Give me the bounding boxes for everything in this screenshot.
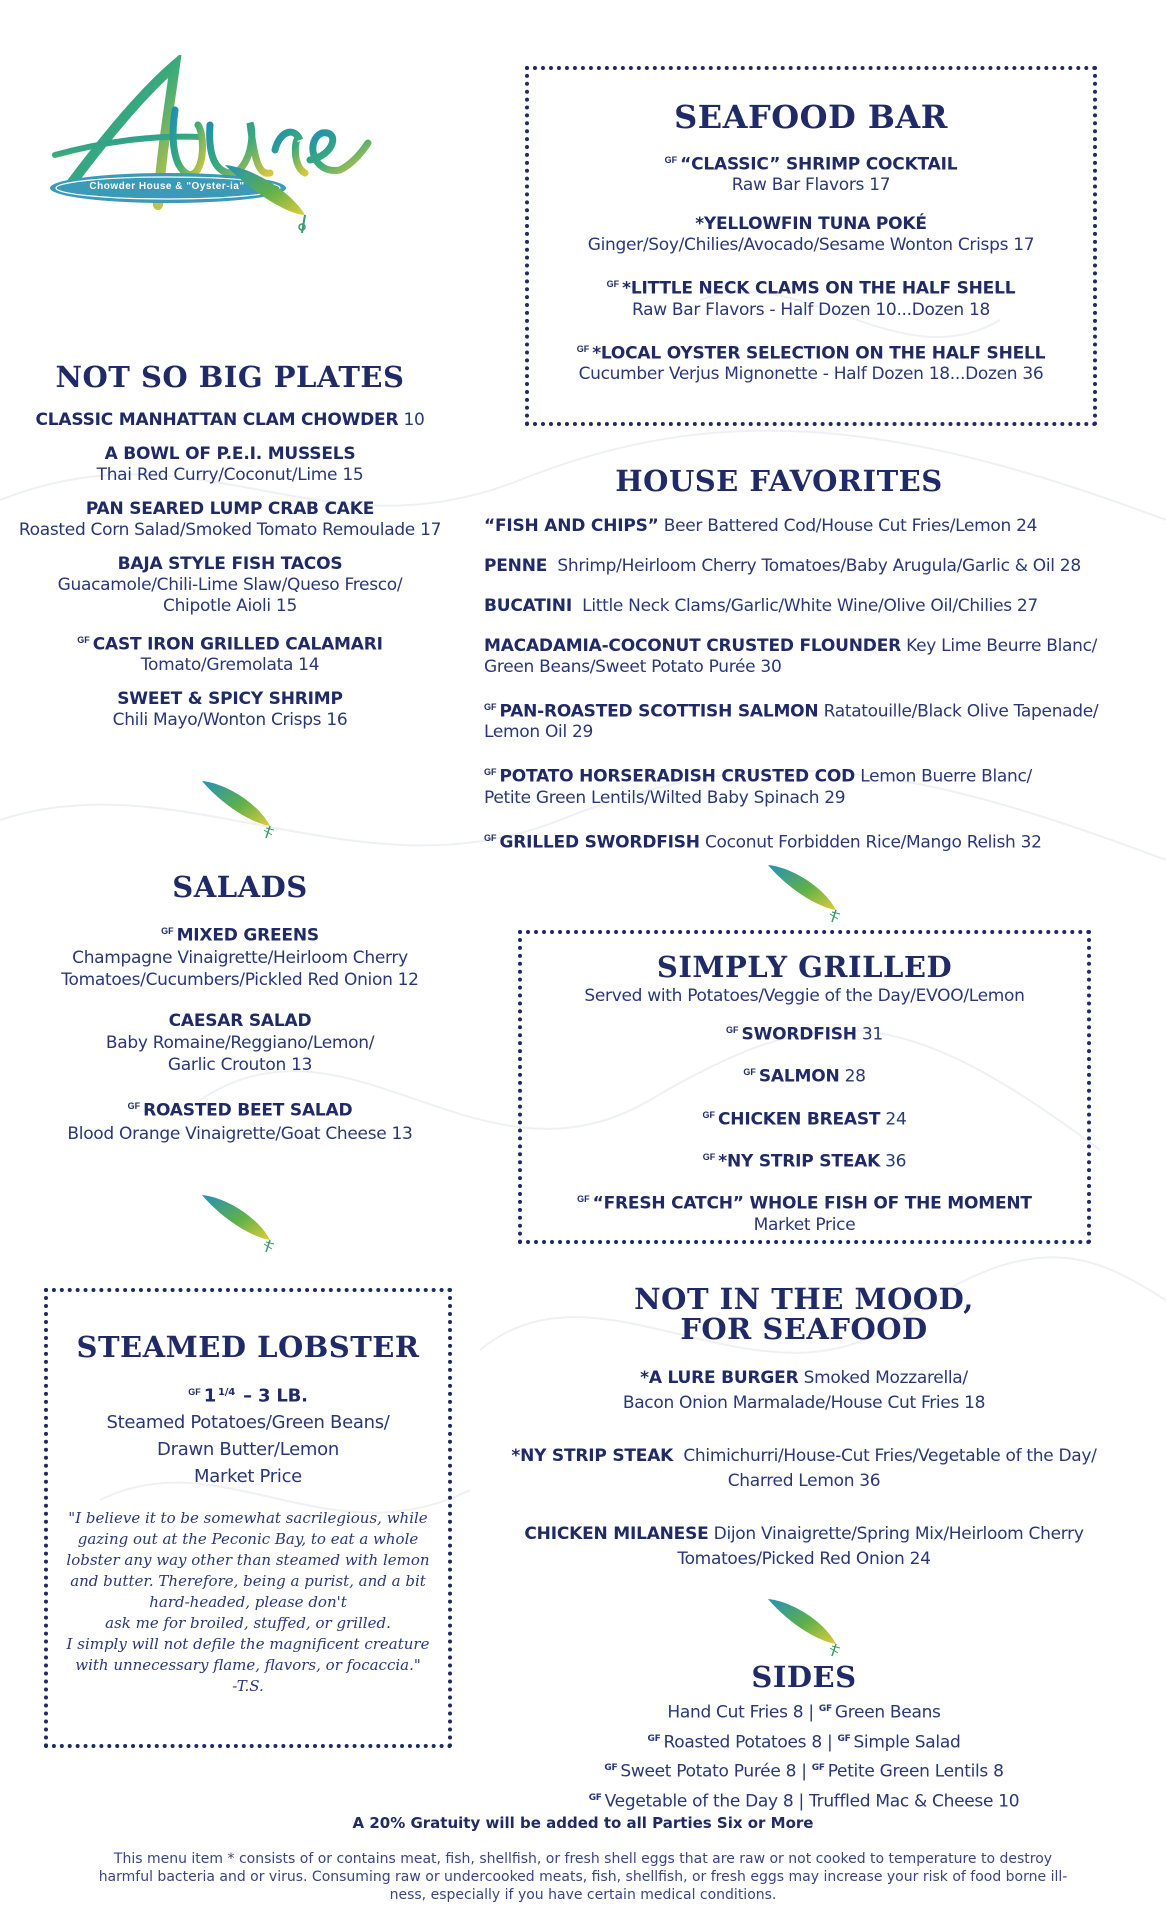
owner-quote (44, 1508, 452, 1697)
menu-item (20, 1010, 460, 1076)
item-name: CAESAR SALAD (168, 1011, 312, 1032)
seafood-bar-item (525, 214, 1097, 256)
quote-line: gazing out at the Peconic Bay, to eat a whole (77, 1530, 419, 1549)
item-description: Guacamole/Chili-Lime Slaw/Queso Fresco/ (57, 575, 403, 595)
gf-badge: GF (664, 155, 678, 165)
item-name: BUCATINI (484, 596, 572, 616)
gf-badge: GF (127, 1101, 141, 1112)
house-favorites-title: HOUSE FAVORITES (615, 464, 943, 498)
quote-line: and butter. Therefore, being a purist, and a bit (70, 1572, 426, 1591)
item-name: CHICKEN BREAST (718, 1108, 881, 1129)
lobster-description: Drawn Butter/Lemon (157, 1439, 339, 1461)
item-description: Garlic Crouton 13 (167, 1055, 313, 1076)
item-description: Market Price (753, 1214, 856, 1235)
sides-line (504, 1726, 1104, 1756)
item-name: CAST IRON GRILLED CALAMARI (92, 634, 383, 655)
not-in-the-mood-section (504, 1284, 1104, 1572)
footer (0, 1814, 1166, 1904)
quote-line: lobster any way other than steamed with lemon (66, 1551, 430, 1570)
item-name: GRILLED SWORDFISH (499, 831, 700, 852)
disclaimer-line: harmful bacteria and or virus. Consuming raw or undercooked meats, fish, shellfish, or fresh eggs may increase your risk of food borne ill- (98, 1869, 1068, 1885)
seafood-bar-item (525, 150, 1097, 196)
item-name: POTATO HORSERADISH CRUSTED COD (499, 766, 856, 787)
gf-badge: GF (577, 1194, 590, 1205)
gf-badge: GF (161, 926, 174, 936)
side-item: Hand Cut Fries 8 | (667, 1702, 819, 1723)
item-description: Tomato/Gremolata 14 (140, 655, 320, 676)
side-item: Green Beans (834, 1702, 941, 1723)
item-description: Ratatouille/Black Olive Tapenade/ (818, 701, 1099, 722)
menu-item (518, 1105, 1091, 1130)
menu-item (484, 556, 1114, 577)
not-in-mood-title-line2: FOR SEAFOOD (680, 1312, 928, 1346)
sides-section (504, 1660, 1104, 1815)
item-description: Shrimp/Heirloom Cherry Tomatoes/Baby Arugula/Garlic & Oil 28 (547, 556, 1081, 576)
quote-line: ask me for broiled, stuffed, or grilled. (105, 1614, 391, 1633)
menu-item (484, 828, 1114, 853)
item-description: Champagne Vinaigrette/Heirloom Cherry (72, 948, 408, 969)
brand-logo (50, 55, 390, 285)
sides-line (504, 1696, 1104, 1726)
item-name: PAN-ROASTED SCOTTISH SALMON (499, 701, 819, 722)
quote-line: with unnecessary flame, flavors, or focaccia." (75, 1656, 421, 1675)
item-name: PAN SEARED LUMP CRAB CAKE (85, 499, 375, 519)
weight-range: – 3 LB. (237, 1385, 308, 1407)
item-description: Blood Orange Vinaigrette/Goat Cheese 13 (67, 1123, 413, 1144)
side-item: Sweet Potato Purée 8 | (620, 1761, 812, 1782)
house-favorites-section (484, 464, 1114, 872)
item-description: Beer Battered Cod/House Cut Fries/Lemon 24 (658, 516, 1038, 536)
item-description: Dijon Vinaigrette/Spring Mix/Heirloom Cherry (708, 1524, 1084, 1544)
menu-item (10, 689, 450, 731)
lobster-weight (44, 1380, 452, 1409)
simply-grilled-section (518, 950, 1091, 1236)
menu-item (20, 1095, 460, 1144)
menu-item (10, 630, 450, 676)
item-name: BAJA STYLE FISH TACOS (117, 554, 343, 574)
item-description: Lemon Oil 29 (484, 722, 594, 743)
item-description: Bacon Onion Marmalade/House Cut Fries 18 (622, 1393, 986, 1413)
fish-lure-icon (200, 778, 282, 840)
menu-item (504, 1522, 1104, 1572)
item-description: Tomatoes/Picked Red Onion 24 (677, 1549, 931, 1569)
gf-badge: GF (588, 1792, 602, 1803)
item-description: Cucumber Verjus Mignonette - Half Dozen 18...Dozen 36 (578, 363, 1044, 384)
sides-title: SIDES (751, 1660, 857, 1694)
seafood-bar-item (525, 274, 1097, 320)
fish-lure-icon (766, 862, 848, 924)
item-name: *NY STRIP STEAK (511, 1446, 674, 1466)
item-name: SWORDFISH (741, 1024, 857, 1045)
menu-item (10, 554, 450, 617)
seafood-bar-title: SEAFOOD BAR (674, 98, 948, 136)
menu-item (518, 1062, 1091, 1087)
item-description: Little Neck Clams/Garlic/White Wine/Olive Oil/Chilies 27 (571, 596, 1038, 616)
side-item: Roasted Potatoes 8 | (663, 1732, 838, 1753)
sides-line (504, 1785, 1104, 1815)
gf-badge: GF (576, 343, 590, 354)
gf-badge: GF (484, 767, 497, 778)
side-item: Petite Green Lentils 8 (827, 1761, 1004, 1782)
item-name: SALMON (758, 1066, 840, 1087)
sides-line (504, 1755, 1104, 1785)
item-name: CHICKEN MILANESE (524, 1524, 709, 1544)
item-name: ROASTED BEET SALAD (143, 1100, 353, 1121)
item-description: Charred Lemon 36 (727, 1471, 881, 1491)
item-name: “FISH AND CHIPS” (484, 516, 659, 536)
simply-grilled-subtitle: Served with Potatoes/Veggie of the Day/EVOO/Lemon (584, 986, 1025, 1006)
item-name: A BOWL OF P.E.I. MUSSELS (104, 444, 356, 464)
item-name: “CLASSIC” SHRIMP COCKTAIL (680, 154, 958, 175)
gf-badge: GF (726, 1025, 739, 1035)
gf-badge: GF (188, 1387, 201, 1397)
not-so-big-plates-section (10, 360, 450, 743)
fish-lure-icon (766, 1596, 848, 1658)
menu-item (518, 1147, 1091, 1172)
item-name: “FRESH CATCH” WHOLE FISH OF THE MOMENT (592, 1193, 1032, 1214)
item-description: Baby Romaine/Reggiano/Lemon/ (105, 1033, 375, 1054)
side-item: Vegetable of the Day 8 | Truffled Mac & Cheese 10 (604, 1791, 1020, 1812)
item-name: *A LURE BURGER (640, 1368, 799, 1388)
item-name: *LOCAL OYSTER SELECTION ON THE HALF SHELL (592, 342, 1046, 363)
gf-badge: GF (77, 635, 90, 645)
menu-item (10, 410, 450, 431)
item-name: SWEET & SPICY SHRIMP (117, 689, 343, 710)
item-description: Lemon Buerre Blanc/ (855, 766, 1032, 787)
item-price: 31 (856, 1024, 883, 1045)
lobster-price: Market Price (194, 1466, 302, 1488)
item-name: *LITTLE NECK CLAMS ON THE HALF SHELL (622, 278, 1016, 299)
item-name: MIXED GREENS (176, 925, 319, 946)
item-description: Coconut Forbidden Rice/Mango Relish 32 (699, 831, 1042, 852)
brand-tagline: Chowder House & "Oyster-ia" (89, 181, 245, 192)
item-description: Thai Red Curry/Coconut/Lime 15 (96, 465, 364, 485)
seafood-bar-section (525, 98, 1097, 397)
gf-badge: GF (811, 1763, 825, 1774)
weight-whole: 1 (203, 1385, 217, 1407)
menu-item (518, 1189, 1091, 1235)
item-description: Petite Green Lentils/Wilted Baby Spinach 29 (484, 787, 846, 808)
menu-item (20, 920, 460, 991)
menu-item (484, 762, 1114, 808)
gf-badge: GF (743, 1067, 756, 1078)
gf-badge: GF (818, 1704, 832, 1714)
menu-item (10, 444, 450, 486)
item-description: Chimichurri/House-Cut Fries/Vegetable of the Day/ (673, 1446, 1097, 1466)
gf-badge: GF (647, 1733, 661, 1744)
item-price: 24 (880, 1108, 907, 1129)
item-description: Chipotle Aioli 15 (163, 596, 297, 616)
item-description: Key Lime Beurre Blanc/ (901, 636, 1098, 656)
salads-section (20, 870, 460, 1157)
steamed-lobster-section (44, 1330, 452, 1697)
item-name: MACADAMIA-COCONUT CRUSTED FLOUNDER (484, 636, 902, 656)
item-description: Chili Mayo/Wonton Crisps 16 (112, 710, 348, 731)
item-price: 10 (398, 410, 425, 430)
item-description: Tomatoes/Cucumbers/Pickled Red Onion 12 (61, 970, 419, 991)
gratuity-notice: A 20% Gratuity will be added to all Parties Six or More (352, 1814, 814, 1832)
disclaimer-line: This menu item * consists of or contains meat, fish, shellfish, or fresh shell eggs that are raw or not cooked to temperature to destroy (113, 1851, 1053, 1867)
item-price: 36 (880, 1151, 907, 1172)
lobster-description: Steamed Potatoes/Green Beans/ (106, 1412, 390, 1434)
not-in-mood-title-line1: NOT IN THE MOOD, (634, 1282, 974, 1316)
gf-badge: GF (604, 1763, 618, 1774)
item-name: *YELLOWFIN TUNA POKÉ (695, 214, 927, 235)
item-name: PENNE (484, 556, 548, 576)
gf-badge: GF (702, 1151, 716, 1162)
seafood-bar-item (525, 339, 1097, 385)
item-name: CLASSIC MANHATTAN CLAM CHOWDER (35, 410, 399, 430)
fish-lure-icon (200, 1192, 282, 1254)
menu-item (484, 697, 1114, 743)
item-name: *NY STRIP STEAK (718, 1151, 881, 1172)
menu-item (484, 516, 1114, 537)
item-price: 28 (839, 1066, 866, 1087)
menu-item (10, 499, 450, 541)
quote-line: hard-headed, please don't (149, 1593, 347, 1612)
not-so-big-plates-title: NOT SO BIG PLATES (55, 360, 405, 394)
item-description: Raw Bar Flavors - Half Dozen 10...Dozen 18 (631, 299, 991, 320)
menu-item (484, 636, 1114, 678)
quote-line: I simply will not defile the magnificent creature (66, 1635, 430, 1654)
simply-grilled-title: SIMPLY GRILLED (656, 950, 953, 984)
gf-badge: GF (837, 1733, 851, 1744)
item-description: Ginger/Soy/Chilies/Avocado/Sesame Wonton Crisps 17 (587, 235, 1035, 256)
gf-badge: GF (484, 832, 497, 843)
item-description: Green Beans/Sweet Potato Purée 30 (484, 657, 782, 677)
gf-badge: GF (606, 279, 620, 290)
disclaimer-line: ness, especially if you have certain medical conditions. (389, 1887, 777, 1903)
gf-badge: GF (702, 1109, 716, 1120)
menu-item (484, 596, 1114, 617)
menu-item (518, 1020, 1091, 1045)
weight-fraction: 1/4 (218, 1387, 236, 1398)
menu-item (504, 1444, 1104, 1494)
steamed-lobster-title: STEAMED LOBSTER (76, 1330, 420, 1364)
item-description: Raw Bar Flavors 17 (731, 175, 891, 196)
gf-badge: GF (484, 702, 497, 712)
menu-item (504, 1366, 1104, 1416)
quote-line: "I believe it to be somewhat sacrilegious, while (68, 1509, 428, 1528)
side-item: Simple Salad (853, 1732, 961, 1753)
quote-signature: -T.S. (232, 1677, 264, 1696)
salads-title: SALADS (172, 870, 308, 904)
item-description: Smoked Mozzarella/ (798, 1368, 968, 1388)
item-description: Roasted Corn Salad/Smoked Tomato Remoulade 17 (18, 520, 442, 540)
